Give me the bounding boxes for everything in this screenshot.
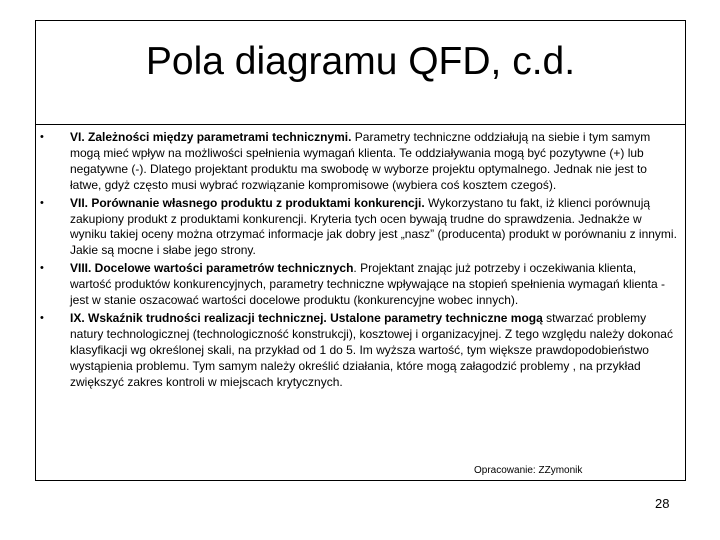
- bullet-heading: IX. Wskaźnik trudności realizacji technicznej. Ustalone parametry techniczne mogą: [70, 310, 543, 325]
- bullet-dot-icon: •: [40, 196, 44, 209]
- bullet-item-vi: [36, 130, 685, 194]
- bullet-text: . Projektant znając już potrzeby i oczekiwania klienta, wartość produktów konkurencyjnych, parametry techniczne wpływające na stopień spełnienia wymagań klienta - jest w stanie oszacować wartości docelowe produktu (konkurencyjne wobec innych).: [70, 261, 665, 308]
- bullet-item-viii: [36, 261, 685, 309]
- bullet-dot-icon: •: [40, 131, 44, 143]
- bullet-heading: VII. Porównanie własnego produktu z produktami konkurencji.: [70, 195, 425, 210]
- bullet-heading: VIII. Docelowe wartości parametrów technicznych: [70, 261, 354, 276]
- bullet-text: Parametry techniczne oddziałują na siebie i tym samym mogą mieć wpływ na możliwości spełnienia wymagań klienta. Te oddziaływania mogą być pozytywne (+) lub negatywne (-). Dlatego projektant produktu ma swobodę w wyborze projektu optymalnego. Jednak nie jest to łatwe, gdyż często musi wybrać rozwiązanie kompromisowe (wybiera coś kosztem czegoś).: [70, 130, 651, 192]
- bullet-dot-icon: •: [40, 311, 44, 324]
- bullet-list: [36, 130, 685, 393]
- slide-title: Pola diagramu QFD, c.d.: [145, 40, 576, 83]
- bullet-text: stwarzać problemy natury technologicznej (technologiczność konstrukcji), kosztowej i organizacyjnej. Z tego względu należy dokonać klasyfikacji wg określonej skali, na przykład od 1 do 5. Im wyższa wartość, tym większe prawdopodobieństwo wystąpienia problemu. Tym samym należy określić działania, które mogą załagodzić problemy , na przykład zwiększyć zakres kontroli w miejscach krytycznych.: [70, 310, 673, 389]
- bullet-dot-icon: •: [40, 262, 44, 275]
- content-box: [36, 124, 685, 480]
- page-number: 28: [655, 496, 670, 511]
- bullet-item-ix: [36, 311, 685, 391]
- author-credit: Opracowanie: ZZymonik: [474, 465, 583, 476]
- bullet-text: Wykorzystano tu fakt, iż klienci porównują zakupiony produkt z produktami konkurencji. Kryteria tych ocen bywają trudne do sprawdzenia. Jednakże w wyniku takiej oceny można otrzymać informacje jak dobry jest „nasz” (producenta) produkt w porównaniu z innymi. Jakie są mocne i słabe jego strony.: [70, 195, 677, 258]
- bullet-heading: VI. Zależności między parametrami technicznymi.: [70, 130, 352, 144]
- bullet-item-vii: [36, 196, 685, 260]
